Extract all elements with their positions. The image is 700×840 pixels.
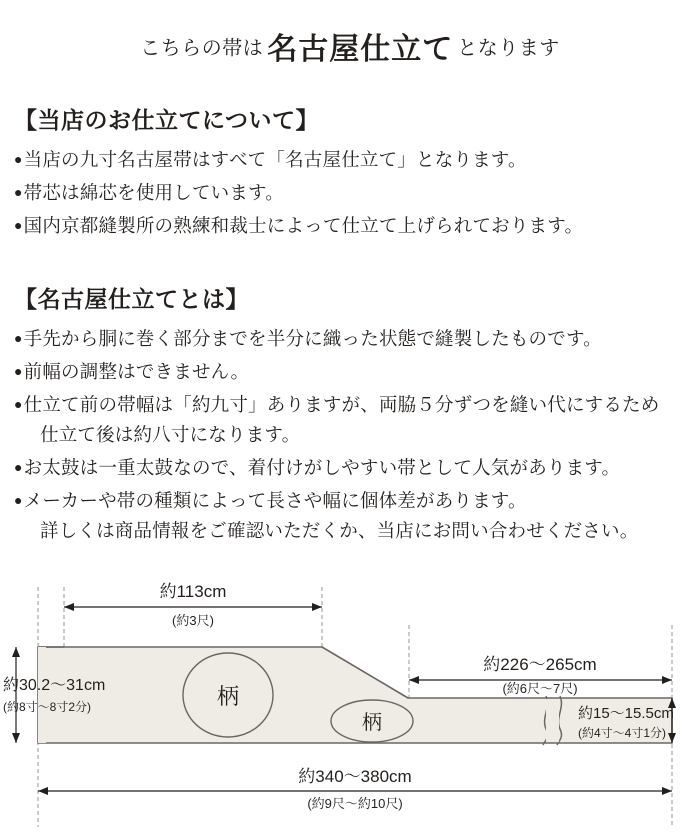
list-item-text: 国内京都縫製所の熟練和裁士によって仕立て上げられております。 (23, 214, 584, 236)
bullet-dot-icon: ● (14, 216, 23, 233)
list-item (14, 357, 686, 387)
dimension-body-width-sun: (約4寸〜4寸1分) (578, 726, 667, 740)
list-item (14, 211, 686, 241)
dimension-tesaki-length (64, 582, 322, 628)
list-item-text: メーカーや帯の種類によって長さや幅に個体差があります。 (23, 489, 527, 511)
dimension-tesaki-length-cm: 約113cm (159, 582, 227, 601)
dimension-tesaki-length-shaku: (約3尺) (172, 613, 214, 628)
list-item-text: 仕立て前の帯幅は「約九寸」ありますが、両脇５分ずつを縫い代にするため (23, 393, 660, 415)
page-title-prefix: こちらの帯は (140, 37, 264, 60)
list-item (14, 324, 686, 354)
obi-dimension-diagram (0, 565, 700, 840)
dimension-taiko-width-sun: (約8寸〜8寸2分) (3, 700, 92, 714)
section-about-tailoring (0, 102, 700, 241)
list-item (14, 390, 686, 450)
list-item-text: 手先から胴に巻く部分までを半分に織った状態で縫製したものです。 (23, 327, 602, 349)
page-title-emphasis: 名古屋仕立て (267, 33, 454, 66)
bullet-dot-icon: ● (14, 329, 23, 346)
section-about-tailoring-title: 【当店のお仕立てについて】 (14, 107, 320, 133)
bullet-dot-icon: ● (14, 151, 23, 167)
dimension-total-length-shaku: (約9尺〜約10尺) (307, 796, 403, 811)
dimension-body-length-cm: 約226〜265cm (483, 655, 597, 674)
dimension-total-length (38, 767, 672, 811)
break-gap (546, 699, 559, 742)
list-item-text: 当店の九寸名古屋帯はすべて「名古屋仕立て」となります。 (23, 149, 527, 170)
bullet-dot-icon: ● (14, 491, 23, 508)
list-item (14, 453, 686, 483)
dimension-taiko-width-cm: 約30.2〜31cm (3, 677, 106, 694)
dimension-body-width-cm: 約15〜15.5cm (578, 705, 674, 722)
list-item-text: 前幅の調整はできません。 (23, 360, 250, 382)
pattern-label-large: 柄 (216, 684, 240, 709)
dimension-body-length-shaku: (約6尺〜7尺) (502, 681, 578, 696)
list-item (14, 178, 686, 208)
pattern-label-small: 柄 (362, 712, 382, 734)
dimension-body-length (409, 655, 672, 696)
list-item-text-continued: 詳しくは商品情報をご確認いただくか、当店にお問い合わせください。 (40, 519, 639, 541)
list-item-text: お太鼓は一重太鼓なので、着付けがしやすい帯として人気があります。 (23, 456, 621, 478)
section-about-tailoring-list (14, 145, 686, 241)
section-what-is-nagoya-title: 【名古屋仕立てとは】 (14, 285, 249, 312)
list-item (14, 145, 686, 175)
bullet-dot-icon: ● (14, 362, 23, 379)
list-item (14, 486, 686, 546)
obi-left-cap (38, 647, 46, 743)
page-title-suffix: となります (457, 37, 560, 60)
dimension-body-width (578, 698, 676, 743)
page-title (0, 0, 700, 68)
bullet-dot-icon: ● (14, 183, 23, 200)
dimension-total-length-cm: 約340〜380cm (298, 767, 412, 786)
list-item-text-continued: 仕立て後は約八寸になります。 (40, 423, 301, 445)
bullet-dot-icon: ● (14, 395, 23, 412)
section-what-is-nagoya-list (14, 324, 686, 546)
section-what-is-nagoya (0, 281, 700, 546)
bullet-dot-icon: ● (14, 458, 23, 475)
list-item-text: 帯芯は綿芯を使用しています。 (23, 181, 284, 203)
